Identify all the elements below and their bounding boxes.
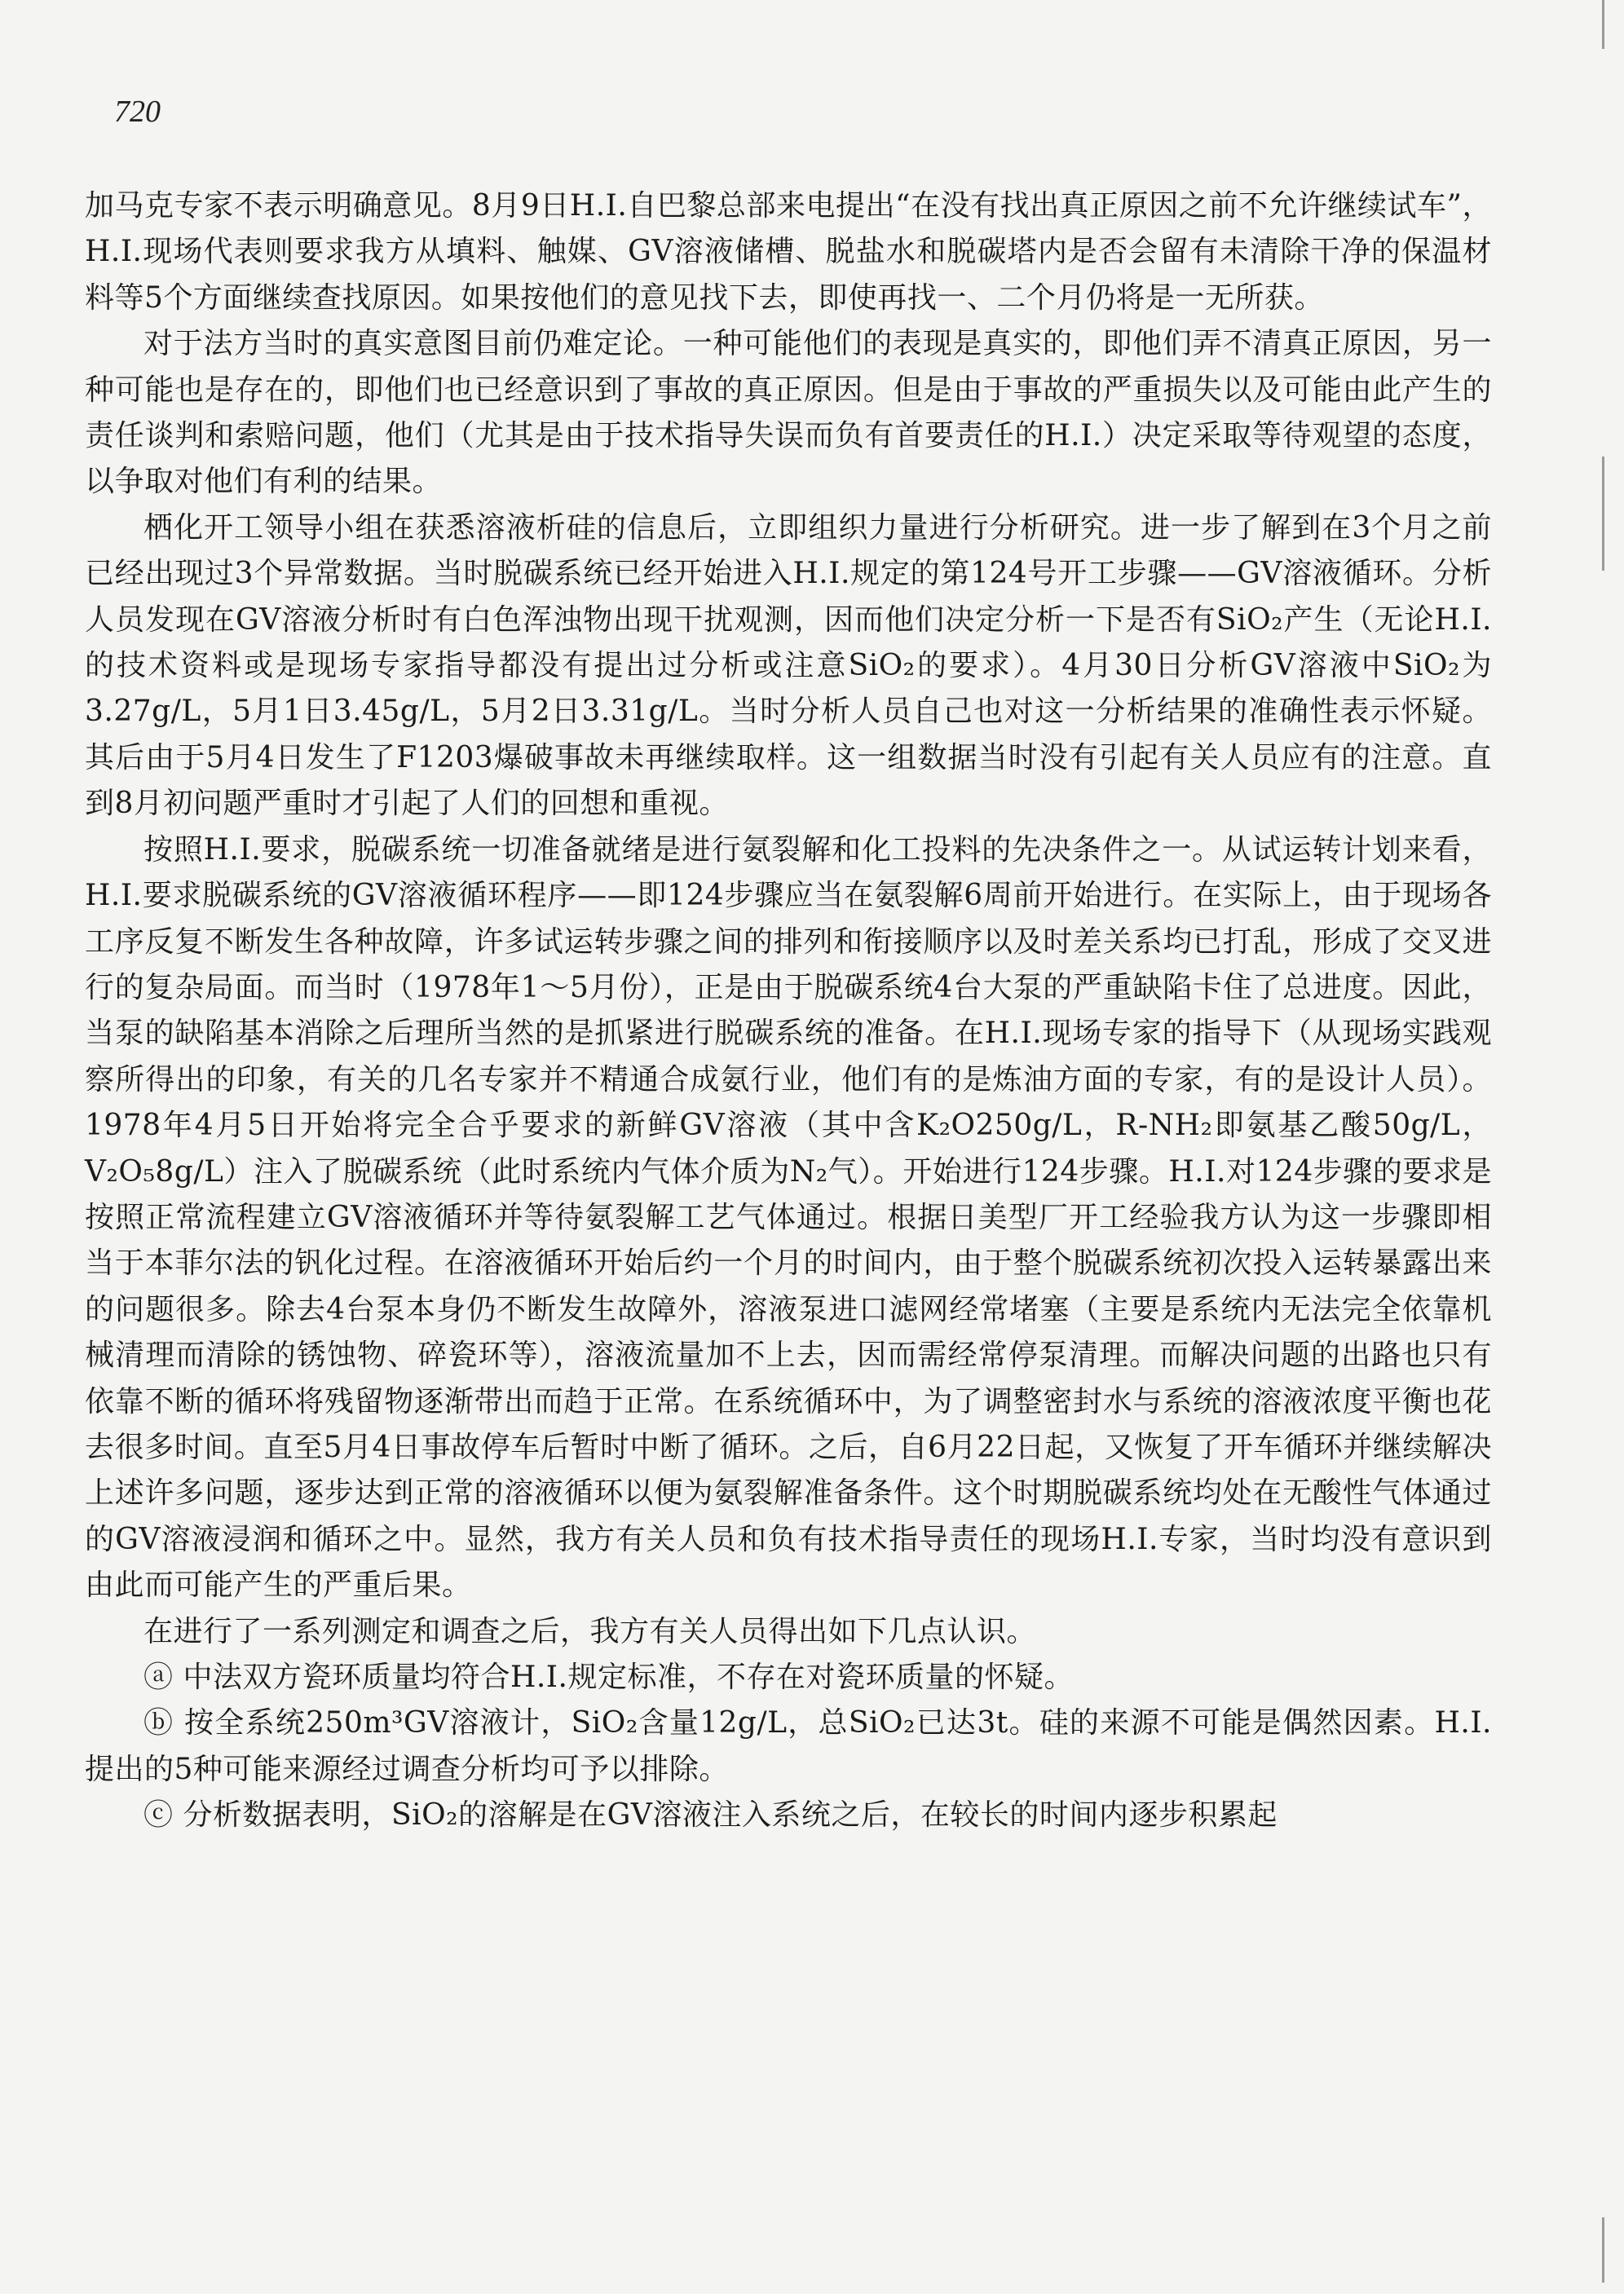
scan-edge-mark [1602, 457, 1604, 571]
list-item-c: ⓒ 分析数据表明，SiO₂的溶解是在GV溶液注入系统之后，在较长的时间内逐步积累起 [143, 1798, 1278, 1833]
list-item-a: ⓐ 中法双方瓷环质量均符合H.I.规定标准，不存在对瓷环质量的怀疑。 [143, 1661, 1074, 1694]
paragraph-decarbonization-process: 按照H.I.要求，脱碳系统一切准备就绪是进行氨裂解和化工投料的先决条件之一。从试运转计划来看，H.I.要求脱碳系统的GV溶液循环程序——即124步骤应当在氨裂解6周前开始进行。在实际上，由于现场各工序反复不断发生各种故障，许多试运转步骤之间的排列和衔接顺序以及时差关系均已打乱，形成了交叉进行的复杂局面。而当时（1978年1～5月份），正是由于脱碳系统4台大泵的严重缺陷卡住了总进度。因此，当泵的缺陷基本消除之后理所当然的是抓紧进行脱碳系统的准备。在H.I.现场专家的指导下（从现场实践观察所得出的印象，有关的几名专家并不精通合成氨行业，他们有的是炼油方面的专家，有的是设计人员）。1978年4月5日开始将完全合乎要求的新鲜GV溶液（其中含K₂O250g/L，R-NH₂即氨基乙酸50g/L，V₂O₅8g/L）注入了脱碳系统（此时系统内气体介质为N₂气）。开始进行124步骤。H.I.对124步骤的要求是按照正常流程建立GV溶液循环并等待氨裂解工艺气体通过。根据日美型厂开工经验我方认为这一步骤即相当于本菲尔法的钒化过程。在溶液循环开始后约一个月的时间内，由于整个脱碳系统初次投入运转暴露出来的问题很多。除去4台泵本身仍不断发生故障外，溶液泵进口滤网经常堵塞（主要是系统内无法完全依靠机械清理而清除的锈蚀物、碎瓷环等），溶液流量加不上去，因而需经常停泵清理。而解决问题的出路也只有依靠不断的循环将残留物逐渐带出而趋于正常。在系统循环中，为了调整密封水与系统的溶液浓度平衡也花去很多时间。直至5月4日事故停车后暂时中断了循环。之后，自6月22日起，又恢复了开车循环并继续解决上述许多问题，逐步达到正常的溶液循环以便为氨裂解准备条件。这个时期脱碳系统均处在无酸性气体通过的GV溶液浸润和循环之中。显然，我方有关人员和负有技术指导责任的现场H.I.专家，当时均没有意识到由此而可能产生的严重后果。 [85, 832, 1492, 1603]
page-number: 720 [114, 95, 161, 129]
scan-edge-mark [1602, 0, 1604, 49]
list-item-b: ⓑ 按全系统250m³GV溶液计，SiO₂含量12g/L，总SiO₂已达3t。硅的来源不可能是偶然因素。H.I.提出的5种可能来源经过调查分析均可予以排除。 [85, 1706, 1492, 1786]
scan-edge-mark [1602, 2217, 1604, 2283]
body-text [85, 183, 1492, 1839]
paragraph-french-intent: 对于法方当时的真实意图目前仍难定论。一种可能他们的表现是真实的，即他们弄不清真正原因，另一种可能也是存在的，即他们也已经意识到了事故的真正原因。但是由于事故的严重损失以及可能由此产生的责任谈判和索赔问题，他们（尤其是由于技术指导失误而负有首要责任的H.I.）决定采取等待观望的态度，以争取对他们有利的结果。 [85, 327, 1492, 499]
paragraph-continuation: 加马克专家不表示明确意见。8月9日H.I.自巴黎总部来电提出“在没有找出真正原因之前不允许继续试车”，H.I.现场代表则要求我方从填料、触媒、GV溶液储槽、脱盐水和脱碳塔内是否会留有未清除干净的保温材料等5个方面继续查找原因。如果按他们的意见找下去，即使再找一、二个月仍将是一无所获。 [85, 189, 1492, 315]
paragraph-silica-analysis: 栖化开工领导小组在获悉溶液析硅的信息后，立即组织力量进行分析研究。进一步了解到在3个月之前已经出现过3个异常数据。当时脱碳系统已经开始进入H.I.规定的第124号开工步骤——GV溶液循环。分析人员发现在GV溶液分析时有白色浑浊物出现干扰观测，因而他们决定分析一下是否有SiO₂产生（无论H.I.的技术资料或是现场专家指导都没有提出过分析或注意SiO₂的要求）。4月30日分析GV溶液中SiO₂为3.27g/L，5月1日3.45g/L，5月2日3.31g/L。当时分析人员自己也对这一分析结果的准确性表示怀疑。其后由于5月4日发生了F1203爆破事故未再继续取样。这一组数据当时没有引起有关人员应有的注意。直到8月初问题严重时才引起了人们的回想和重视。 [85, 510, 1492, 821]
paragraph-conclusions-intro: 在进行了一系列测定和调查之后，我方有关人员得出如下几点认识。 [143, 1614, 1037, 1648]
